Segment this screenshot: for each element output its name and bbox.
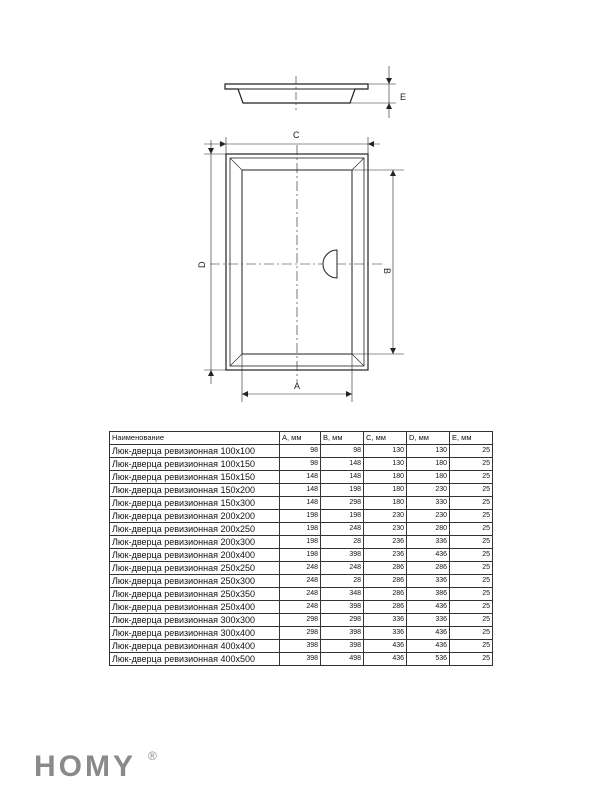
cell-value: 25 — [450, 484, 493, 497]
cell-value: 436 — [364, 640, 407, 653]
cell-name: Люк-дверца ревизионная 200х250 — [110, 523, 280, 536]
table-row — [110, 497, 493, 510]
cell-value: 386 — [407, 588, 450, 601]
cell-value: 198 — [280, 510, 321, 523]
cell-value: 248 — [280, 575, 321, 588]
cell-name: Люк-дверца ревизионная 250х250 — [110, 562, 280, 575]
cell-value: 286 — [364, 601, 407, 614]
cell-name: Люк-дверца ревизионная 300х300 — [110, 614, 280, 627]
header-name: Наименование — [110, 432, 280, 445]
header-e: Е, мм — [450, 432, 493, 445]
cell-value: 286 — [364, 562, 407, 575]
table-row — [110, 549, 493, 562]
cell-value: 398 — [280, 653, 321, 666]
cell-name: Люк-дверца ревизионная 200х400 — [110, 549, 280, 562]
cell-value: 180 — [407, 458, 450, 471]
cell-value: 25 — [450, 510, 493, 523]
side-profile — [225, 76, 368, 110]
cell-value: 436 — [407, 549, 450, 562]
cell-value: 230 — [407, 484, 450, 497]
cell-value: 148 — [280, 484, 321, 497]
cell-value: 98 — [280, 445, 321, 458]
cell-value: 148 — [280, 497, 321, 510]
dimensions-table — [109, 431, 493, 666]
table-row — [110, 601, 493, 614]
table-row — [110, 445, 493, 458]
label-e: E — [400, 92, 407, 102]
cell-value: 98 — [280, 458, 321, 471]
cell-value: 348 — [321, 588, 364, 601]
cell-value: 336 — [407, 614, 450, 627]
label-b: B — [382, 268, 392, 275]
cell-value: 25 — [450, 601, 493, 614]
cell-value: 180 — [364, 471, 407, 484]
header-c: С, мм — [364, 432, 407, 445]
dimension-d — [204, 140, 226, 384]
cell-value: 398 — [321, 601, 364, 614]
cell-value: 436 — [407, 627, 450, 640]
cell-name: Люк-дверца ревизионная 200х200 — [110, 510, 280, 523]
cell-value: 148 — [321, 458, 364, 471]
cell-value: 336 — [407, 536, 450, 549]
cell-value: 298 — [280, 627, 321, 640]
cell-value: 25 — [450, 562, 493, 575]
cell-value: 330 — [407, 497, 450, 510]
table-row — [110, 471, 493, 484]
cell-value: 25 — [450, 575, 493, 588]
cell-value: 130 — [364, 445, 407, 458]
cell-value: 230 — [407, 510, 450, 523]
cell-value: 198 — [321, 510, 364, 523]
cell-value: 298 — [321, 497, 364, 510]
cell-value: 28 — [321, 536, 364, 549]
cell-value: 336 — [407, 575, 450, 588]
cell-value: 25 — [450, 497, 493, 510]
cell-value: 286 — [364, 588, 407, 601]
cell-name: Люк-дверца ревизионная 250х350 — [110, 588, 280, 601]
cell-value: 198 — [321, 484, 364, 497]
cell-name: Люк-дверца ревизионная 400х500 — [110, 653, 280, 666]
cell-value: 236 — [364, 549, 407, 562]
cell-value: 398 — [280, 640, 321, 653]
cell-value: 336 — [364, 614, 407, 627]
cell-value: 398 — [321, 549, 364, 562]
cell-value: 25 — [450, 471, 493, 484]
table-row — [110, 627, 493, 640]
table-row — [110, 458, 493, 471]
table-row — [110, 523, 493, 536]
dimension-b — [352, 170, 404, 354]
label-c: C — [293, 130, 300, 140]
cell-value: 298 — [321, 614, 364, 627]
cell-value: 25 — [450, 445, 493, 458]
cell-value: 25 — [450, 523, 493, 536]
cell-value: 130 — [407, 445, 450, 458]
table-row — [110, 562, 493, 575]
cell-value: 280 — [407, 523, 450, 536]
cell-name: Люк-дверца ревизионная 250х300 — [110, 575, 280, 588]
table-row — [110, 653, 493, 666]
table-row — [110, 484, 493, 497]
table-row — [110, 510, 493, 523]
cell-value: 148 — [321, 471, 364, 484]
header-d: D, мм — [407, 432, 450, 445]
cell-value: 498 — [321, 653, 364, 666]
cell-value: 286 — [364, 575, 407, 588]
label-d: D — [197, 261, 207, 268]
dimension-e — [350, 66, 396, 118]
cell-value: 25 — [450, 627, 493, 640]
cell-value: 298 — [280, 614, 321, 627]
table-row — [110, 640, 493, 653]
cell-value: 130 — [364, 458, 407, 471]
cell-value: 436 — [407, 601, 450, 614]
cell-value: 248 — [280, 601, 321, 614]
cell-value: 25 — [450, 640, 493, 653]
cell-name: Люк-дверца ревизионная 150х200 — [110, 484, 280, 497]
label-a: A — [294, 381, 301, 391]
cell-name: Люк-дверца ревизионная 100х150 — [110, 458, 280, 471]
table-body — [110, 445, 493, 666]
cell-name: Люк-дверца ревизионная 150х150 — [110, 471, 280, 484]
cell-name: Люк-дверца ревизионная 100х100 — [110, 445, 280, 458]
table-row — [110, 588, 493, 601]
cell-value: 25 — [450, 549, 493, 562]
cell-value: 180 — [364, 484, 407, 497]
cell-value: 230 — [364, 510, 407, 523]
table-row — [110, 575, 493, 588]
cell-value: 236 — [364, 536, 407, 549]
dimension-c — [204, 137, 380, 154]
table-row — [110, 614, 493, 627]
cell-value: 230 — [364, 523, 407, 536]
cell-value: 336 — [364, 627, 407, 640]
header-a: А, мм — [280, 432, 321, 445]
registered-mark: ® — [148, 749, 157, 763]
cell-value: 180 — [407, 471, 450, 484]
cell-value: 25 — [450, 653, 493, 666]
cell-value: 198 — [280, 549, 321, 562]
header-b: В, мм — [321, 432, 364, 445]
cell-value: 248 — [321, 562, 364, 575]
cell-value: 180 — [364, 497, 407, 510]
cell-value: 148 — [280, 471, 321, 484]
cell-name: Люк-дверца ревизионная 400х400 — [110, 640, 280, 653]
cell-value: 198 — [280, 523, 321, 536]
cell-value: 286 — [407, 562, 450, 575]
cell-name: Люк-дверца ревизионная 150х300 — [110, 497, 280, 510]
front-view — [210, 145, 385, 382]
cell-value: 25 — [450, 614, 493, 627]
cell-value: 398 — [321, 627, 364, 640]
table-row — [110, 536, 493, 549]
cell-value: 248 — [280, 588, 321, 601]
cell-name: Люк-дверца ревизионная 250х400 — [110, 601, 280, 614]
cell-value: 198 — [280, 536, 321, 549]
cell-value: 436 — [364, 653, 407, 666]
cell-value: 398 — [321, 640, 364, 653]
cell-value: 248 — [280, 562, 321, 575]
cell-value: 98 — [321, 445, 364, 458]
cell-value: 28 — [321, 575, 364, 588]
cell-value: 436 — [407, 640, 450, 653]
cell-value: 25 — [450, 536, 493, 549]
cell-value: 248 — [321, 523, 364, 536]
homy-logo: HOMY — [34, 750, 136, 783]
table-header-row — [110, 432, 493, 445]
cell-value: 536 — [407, 653, 450, 666]
cell-name: Люк-дверца ревизионная 200х300 — [110, 536, 280, 549]
cell-name: Люк-дверца ревизионная 300х400 — [110, 627, 280, 640]
cell-value: 25 — [450, 458, 493, 471]
cell-value: 25 — [450, 588, 493, 601]
